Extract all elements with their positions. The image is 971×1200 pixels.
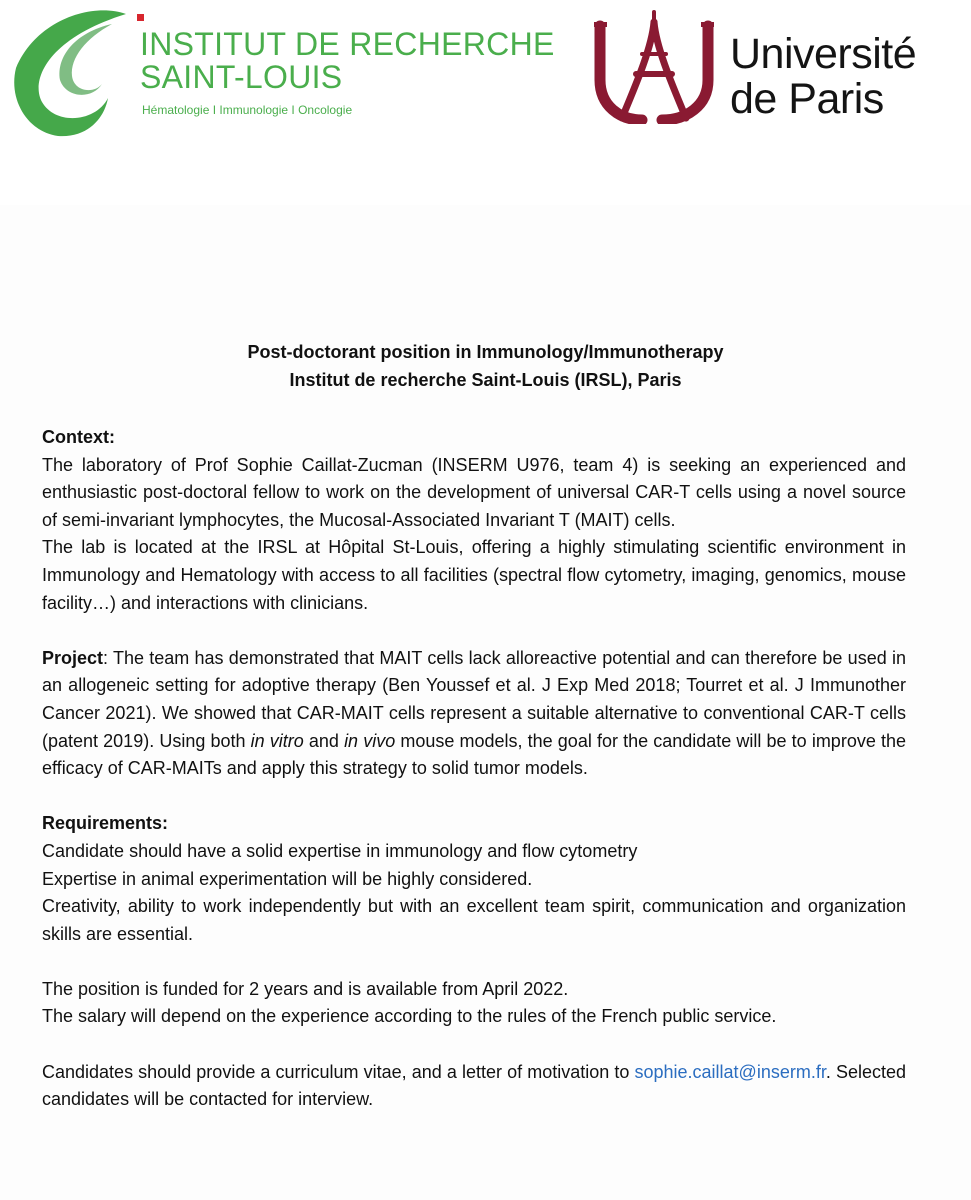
project-text-b: and [303,730,345,751]
application-paragraph [42,1059,906,1114]
irsl-name-line1: INSTITUT DE RECHERCHE [140,26,555,62]
irsl-logo-name [140,28,555,94]
document-body [42,424,906,1114]
context-paragraph-2: The lab is located at the IRSL at Hôpital St-Louis, offering a highly stimulating scientific environment in Immunology and Hematology with access to all facilities (spectral flow cytometry, imaging, genomics, mouse facility…) and interactions with clinicians. [42,537,906,613]
context-heading: Context: [42,427,115,447]
application-text-b: . Selected candidates will be contacted for interview. [42,1061,906,1110]
context-paragraph-1: The laboratory of Prof Sophie Caillat-Zucman (INSERM U976, team 4) is seeking an experienced and enthusiastic post-doctoral fellow to work on the development of universal CAR-T cells using a novel source of semi-invariant lymphocytes, the Mucosal-Associated Invariant T (MAIT) cells. [42,454,906,530]
universite-name-line2: de Paris [730,75,884,123]
project-heading: Project [42,647,104,668]
irsl-tagline: Hématologie I Immunologie I Oncologie [142,103,353,117]
funding-line-1: The position is funded for 2 years and is available from April 2022. [42,978,569,999]
requirement-item: Expertise in animal experimentation will be highly considered. [42,868,533,889]
requirement-item: Creativity, ability to work independently but with an excellent team spirit, communication and organization skills are essential. [42,896,906,944]
requirements-heading: Requirements: [42,813,169,834]
universite-name-line1: Université [730,30,917,78]
title-line1: Post-doctorant position in Immunology/Immunotherapy [247,342,724,362]
funding-line-2: The salary will depend on the experience according to the rules of the French public service. [42,1006,777,1027]
project-text-a: : The team has demonstrated that MAIT cells lack alloreactive potential and can therefore be used in an allogeneic setting for adoptive therapy (Ben Youssef et al. J Exp Med 2018; Tourret et al. J Immunother Cancer 2021). We showed that CAR-MAIT cells represent a suitable alternative to conventional CAR-T cells (patent 2019). Using both [42,647,906,751]
contact-email-link[interactable]: sophie.caillat@inserm.fr [634,1061,826,1082]
requirement-item: Candidate should have a solid expertise in immunology and flow cytometry [42,840,638,861]
application-text-a: Candidates should provide a curriculum vitae, and a letter of motivation to [42,1061,635,1082]
project-text-c: mouse models, the goal for the candidate will be to improve the efficacy of CAR-MAITs and apply this strategy to solid tumor models. [42,730,906,779]
irsl-red-square-icon [137,14,144,21]
project-em-in-vivo: in vivo [344,730,396,751]
page-title [0,338,971,394]
universite-de-paris-name [730,32,916,122]
project-em-in-vitro: in vitro [250,730,304,751]
irsl-name-line2: SAINT-LOUIS [140,59,343,95]
universite-de-paris-mark-icon [592,10,716,124]
project-paragraph [42,645,906,783]
title-line2: Institut de recherche Saint-Louis (IRSL), Paris [289,370,682,390]
irsl-logo-mark-icon [8,2,130,138]
